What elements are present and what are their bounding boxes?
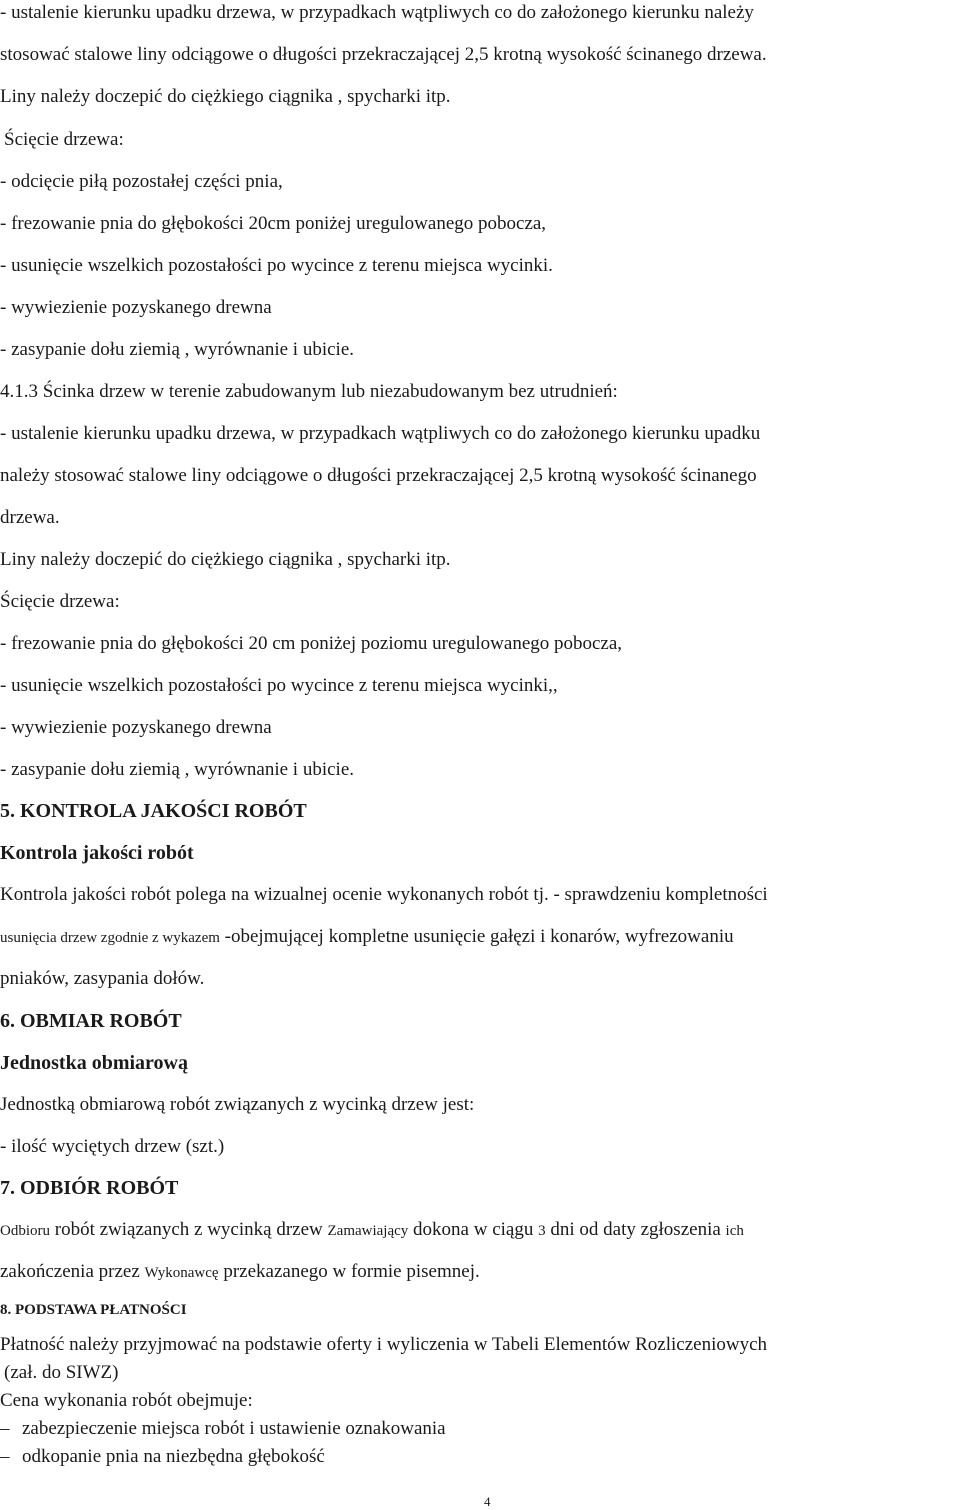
text-line: Płatność należy przyjmować na podstawie oferty i wyliczenia w Tabeli Elementów Rozliczeniowych (0, 1334, 768, 1355)
section-heading-8: 8. PODSTAWA PŁATNOŚCI (0, 1302, 187, 1318)
dash-bullet: – (0, 1418, 10, 1439)
text-line: - usunięcie wszelkich pozostałości po wycince z terenu miejsca wycinki,, (0, 675, 558, 696)
text-line: - usunięcie wszelkich pozostałości po wycince z terenu miejsca wycinki. (0, 255, 553, 276)
text-span: zakończenia przez (0, 1261, 145, 1282)
list-item-text: odkopanie pnia na niezbędna głębokość (22, 1446, 325, 1467)
text-line: pniaków, zasypania dołów. (0, 968, 205, 989)
text-line: - ustalenie kierunku upadku drzewa, w przypadkach wątpliwych co do założonego kierunku należy (0, 2, 754, 23)
text-span: 3 (538, 1223, 546, 1239)
dash-bullet: – (0, 1446, 10, 1467)
section-heading-7: 7. ODBIÓR ROBÓT (0, 1177, 179, 1199)
section-heading-4-1-3: 4.1.3 Ścinka drzew w terenie zabudowanym lub niezabudowanym bez utrudnień: (0, 381, 618, 402)
subheading: Kontrola jakości robót (0, 842, 194, 864)
text-line: - zasypanie dołu ziemią , wyrównanie i ubicie. (0, 339, 355, 360)
text-line: (zał. do SIWZ) (4, 1362, 119, 1383)
text-line: drzewa. (0, 507, 60, 528)
page-number: 4 (484, 1494, 491, 1509)
text-span: ich (725, 1223, 744, 1239)
text-span: dni od daty zgłoszenia (545, 1219, 726, 1240)
text-span: Odbioru (0, 1223, 50, 1239)
text-line: - wywiezienie pozyskanego drewna (0, 717, 272, 738)
text-line: - ilość wyciętych drzew (szt.) (0, 1136, 225, 1157)
text-span: usunięcia drzew zgodnie z wykazem (0, 930, 220, 946)
text-line (0, 926, 734, 949)
text-line: - ustalenie kierunku upadku drzewa, w przypadkach wątpliwych co do założonego kierunku upadku (0, 423, 761, 444)
text-span: -obejmującej kompletne usunięcie gałęzi i konarów, wyfrezowaniu (219, 926, 734, 947)
text-line: - frezowanie pnia do głębokości 20 cm poniżej poziomu uregulowanego pobocza, (0, 633, 623, 654)
text-line: Ścięcie drzewa: (0, 591, 120, 612)
text-line: Liny należy doczepić do ciężkiego ciągnika , spycharki itp. (0, 549, 451, 570)
text-line: Jednostką obmiarową robót związanych z wycinką drzew jest: (0, 1094, 475, 1115)
section-heading-5: 5. KONTROLA JAKOŚCI ROBÓT (0, 800, 307, 822)
text-line (0, 1261, 480, 1284)
list-item (0, 1446, 325, 1468)
text-line: - frezowanie pnia do głębokości 20cm poniżej uregulowanego pobocza, (0, 213, 547, 234)
section-heading-6: 6. OBMIAR ROBÓT (0, 1010, 182, 1032)
text-line (0, 1219, 744, 1242)
text-span: Wykonawcę (144, 1265, 219, 1281)
text-span: dokona w ciągu (408, 1219, 539, 1240)
text-line: - wywiezienie pozyskanego drewna (0, 297, 272, 318)
text-span: przekazanego w formie pisemnej. (218, 1261, 480, 1282)
text-line: Kontrola jakości robót polega na wizualnej ocenie wykonanych robót tj. - sprawdzeniu kompletności (0, 884, 768, 905)
text-span: Zamawiający (327, 1223, 409, 1239)
text-line: należy stosować stalowe liny odciągowe o długości przekraczającej 2,5 krotną wysokość ścinanego (0, 465, 757, 486)
text-line: Cena wykonania robót obejmuje: (0, 1390, 253, 1411)
list-item (0, 1418, 446, 1440)
text-line: - odcięcie piłą pozostałej części pnia, (0, 171, 283, 192)
text-span: robót związanych z wycinką drzew (50, 1219, 328, 1240)
list-item-text: zabezpieczenie miejsca robót i ustawienie oznakowania (22, 1418, 446, 1439)
text-line: stosować stalowe liny odciągowe o długości przekraczającej 2,5 krotną wysokość ścinanego drzewa. (0, 44, 767, 65)
text-line: - zasypanie dołu ziemią , wyrównanie i ubicie. (0, 759, 355, 780)
text-line: Liny należy doczepić do ciężkiego ciągnika , spycharki itp. (0, 86, 451, 107)
text-line: Ścięcie drzewa: (4, 129, 124, 150)
subheading: Jednostka obmiarową (0, 1052, 188, 1074)
